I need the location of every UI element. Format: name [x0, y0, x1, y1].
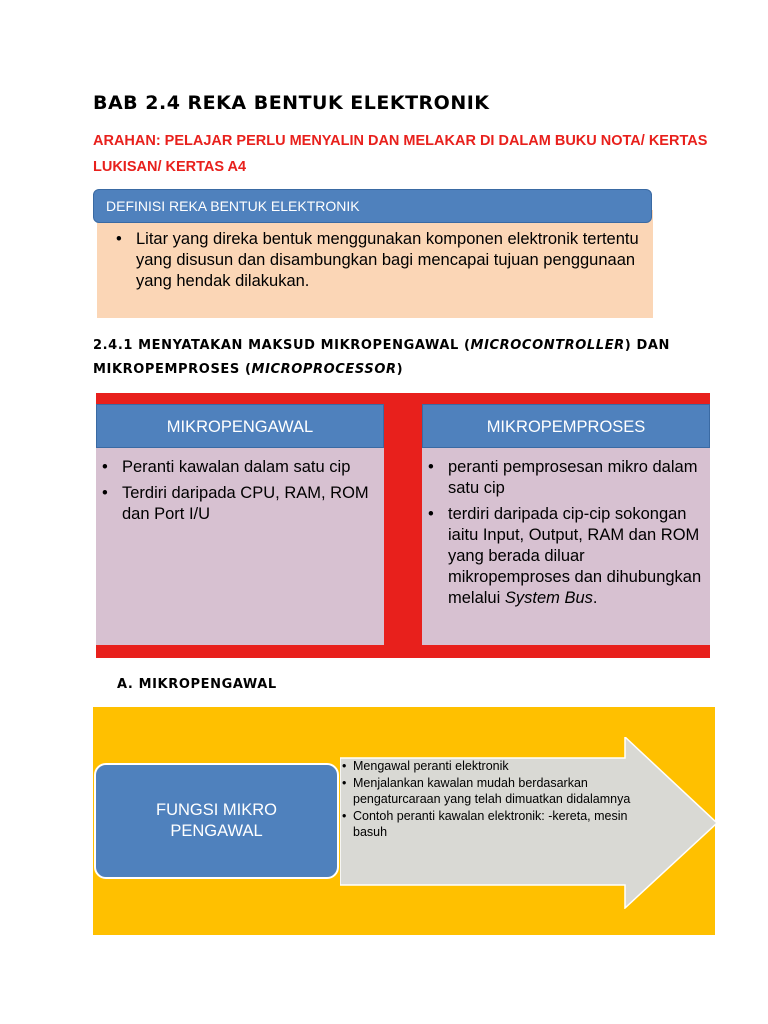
mikropengawal-item: • Peranti kawalan dalam satu cip — [100, 457, 376, 478]
mikropemproses-item: • peranti pemprosesan mikro dalam satu cip — [426, 457, 702, 499]
subheading-part1: 2.4.1 MENYATAKAN MAKSUD MIKROPENGAWAL ( — [93, 338, 471, 353]
page-title: BAB 2.4 REKA BENTUK ELEKTRONIK — [93, 92, 490, 114]
mikropemproses-item — [426, 504, 702, 609]
mikropengawal-body — [96, 448, 384, 645]
fungsi-line1: FUNGSI MIKRO — [155, 801, 277, 819]
fungsi-box — [94, 763, 339, 879]
fungsi-item: • Mengawal peranti elektronik — [341, 758, 641, 774]
mikropemproses-body — [422, 448, 710, 645]
mikropemproses-item2-text: terdiri daripada cip-cip sokongan iaitu Input, Output, RAM dan ROM yang berada diluar mikropemproses dan dihubungkan melalui — [448, 505, 702, 607]
fungsi-list — [341, 758, 641, 841]
definition-bullet — [114, 229, 649, 297]
fungsi-item: • Contoh peranti kawalan elektronik: -kereta, mesin basuh — [341, 808, 641, 840]
fungsi-line2: PENGAWAL — [170, 822, 263, 840]
section-subheading — [93, 334, 713, 382]
subheading-italic1: MICROCONTROLLER — [470, 338, 625, 353]
definition-heading: DEFINISI REKA BENTUK ELEKTRONIK — [93, 189, 652, 223]
section-a-heading: A. MIKROPENGAWAL — [117, 677, 277, 692]
mikropemproses-item2-italic: System Bus — [504, 589, 593, 607]
mikropemproses-item2-end: . — [592, 589, 598, 607]
mikropengawal-item: • Terdiri daripada CPU, RAM, ROM dan Port I/U — [100, 483, 376, 525]
definition-bullet-text: • Litar yang direka bentuk menggunakan komponen elektronik tertentu yang disusun dan disambungkan bagi mencapai tujuan penggunaan yang hendak dilakukan. — [114, 229, 649, 292]
fungsi-item: • Menjalankan kawalan mudah berdasarkan pengaturcaraan yang telah dimuatkan didalamnya — [341, 775, 641, 807]
subheading-part2: ) DAN MIKROPEMPROSES ( — [93, 338, 670, 377]
mikropemproses-heading: MIKROPEMPROSES — [422, 404, 710, 448]
subheading-italic2: MICROPROCESSOR — [251, 362, 397, 377]
subheading-part3: ) — [396, 362, 404, 377]
mikropengawal-heading: MIKROPENGAWAL — [96, 404, 384, 448]
instruction-text: ARAHAN: PELAJAR PERLU MENYALIN DAN MELAKAR DI DALAM BUKU NOTA/ KERTAS LUKISAN/ KERTAS A4 — [93, 133, 708, 175]
